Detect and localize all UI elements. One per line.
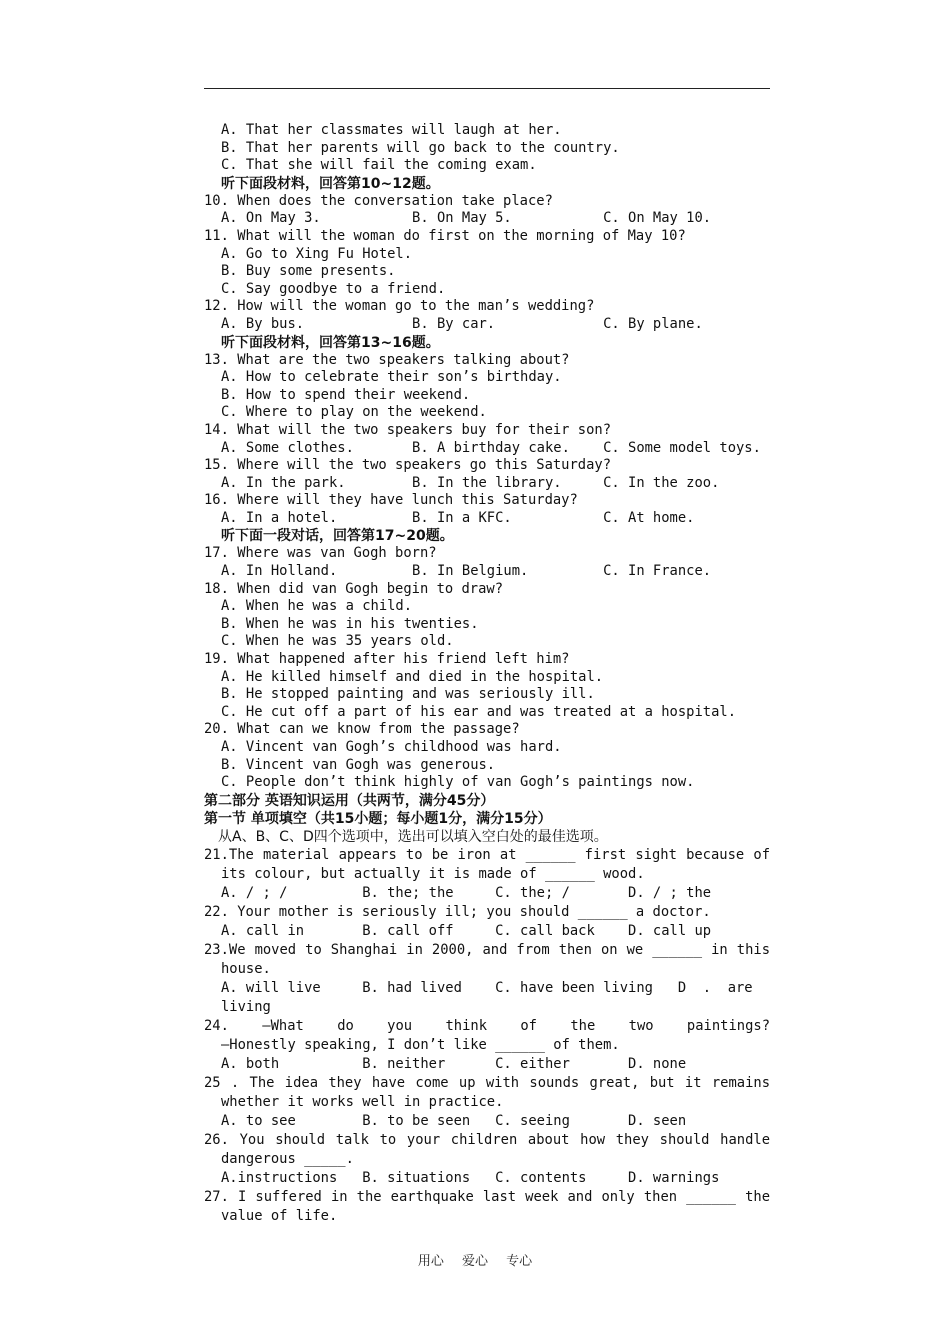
question-line: 20. What can we know from the passage? [204, 721, 520, 738]
question-item [204, 903, 770, 941]
answer-option-line: B. Vincent van Gogh was generous. [221, 756, 496, 773]
question-item [204, 1017, 770, 1074]
section-instruction: 听下面段材料，回答第10~12题。 [221, 175, 440, 192]
question-line: 14. What will the two speakers buy for their son? [204, 421, 612, 438]
question-text: 24. —What do you think of the two paintings? [204, 1017, 770, 1034]
question-text: whether it works well in practice. [221, 1093, 504, 1110]
question-item [204, 941, 770, 1017]
answer-option-line: A. How to celebrate their son’s birthday. [221, 369, 562, 386]
answer-option-line: C. Say goodbye to a friend. [221, 280, 446, 297]
answer-option-line: C. Where to play on the weekend. [221, 404, 487, 421]
answer-option-line: B. That her parents will go back to the country. [221, 139, 620, 156]
question-item [204, 1188, 770, 1226]
question-text: dangerous _____. [221, 1150, 354, 1167]
answer-option-line: A. He killed himself and died in the hospital. [221, 668, 604, 685]
question-text: house. [221, 960, 271, 977]
answer-option-line: A. In the park. B. In the library. C. In the zoo. [221, 474, 720, 491]
question-line: 17. Where was van Gogh born? [204, 545, 437, 562]
multiple-choice-section [204, 846, 770, 1226]
question-line: 16. Where will they have lunch this Saturday? [204, 492, 578, 509]
instruction-text: 从A、B、C、D四个选项中，选出可以填入空白处的最佳选项。 [218, 828, 608, 845]
header-rule [204, 88, 770, 89]
answer-option-line: C. People don’t think highly of van Gogh’s paintings now. [221, 774, 695, 791]
answer-options: A. to see B. to be seen C. seeing D. seen [221, 1112, 687, 1129]
question-text: 21.The material appears to be iron at ______ first sight because of [204, 846, 770, 863]
question-text: —Honestly speaking, I don’t like ______ of them. [221, 1036, 620, 1053]
exam-page-content [204, 122, 770, 1226]
answer-option-line: A. By bus. B. By car. C. By plane. [221, 315, 703, 332]
answer-option-line: A. On May 3. B. On May 5. C. On May 10. [221, 210, 712, 227]
question-text: 23.We moved to Shanghai in 2000, and from then on we ______ in this [204, 941, 770, 958]
question-item [204, 846, 770, 903]
question-line: 12. How will the woman go to the man’s wedding? [204, 298, 595, 315]
answer-option-line: C. He cut off a part of his ear and was treated at a hospital. [221, 703, 736, 720]
answer-options: A. both B. neither C. either D. none [221, 1055, 687, 1072]
question-line: 19. What happened after his friend left him? [204, 651, 570, 668]
answer-options: A. call in B. call off C. call back D. call up [221, 922, 712, 939]
answer-option-line: A. Vincent van Gogh’s childhood was hard. [221, 739, 562, 755]
question-line: 10. When does the conversation take place? [204, 192, 553, 209]
answer-option-line: A. In Holland. B. In Belgium. C. In France. [221, 563, 712, 580]
answer-option-line: A. That her classmates will laugh at her. [221, 122, 562, 138]
question-text: 26. You should talk to your children about how they should handle [204, 1131, 770, 1148]
question-text: its colour, but actually it is made of ______ wood. [221, 865, 645, 882]
question-item [204, 1074, 770, 1131]
question-text: 27. I suffered in the earthquake last week and only then ______ the [204, 1188, 770, 1205]
answer-option-line: A. Go to Xing Fu Hotel. [221, 245, 413, 262]
answer-options-continued: living [221, 998, 271, 1015]
section1-title: 第一节 单项填空（共15小题；每小题1分，满分15分） [204, 810, 552, 827]
question-text: value of life. [221, 1207, 338, 1224]
question-item [204, 1131, 770, 1188]
answer-option-line: A. When he was a child. [221, 598, 413, 615]
answer-option-line: A. In a hotel. B. In a KFC. C. At home. [221, 509, 695, 526]
part2-title: 第二部分 英语知识运用（共两节，满分45分） [204, 792, 495, 809]
answer-options: A. will live B. had lived C. have been living D . are [221, 979, 753, 996]
section-instruction: 听下面段材料，回答第13~16题。 [221, 334, 440, 351]
answer-options: A.instructions B. situations C. contents D. warnings [221, 1169, 720, 1186]
answer-option-line: C. When he was 35 years old. [221, 633, 454, 650]
question-text: 22. Your mother is seriously ill; you should ______ a doctor. [204, 903, 711, 920]
answer-option-line: C. That she will fail the coming exam. [221, 157, 537, 174]
page-footer: 用心 爱心 专心 [417, 1254, 533, 1269]
question-line: 18. When did van Gogh begin to draw? [204, 580, 504, 597]
question-line: 13. What are the two speakers talking about? [204, 351, 570, 368]
answer-option-line: B. Buy some presents. [221, 263, 396, 280]
question-text: 25 . The idea they have come up with sounds great, but it remains [204, 1074, 770, 1091]
answer-option-line: B. How to spend their weekend. [221, 386, 471, 403]
answer-option-line: B. When he was in his twenties. [221, 615, 479, 632]
answer-option-line: A. Some clothes. B. A birthday cake. C. Some model toys. [221, 439, 761, 456]
question-line: 15. Where will the two speakers go this Saturday? [204, 457, 612, 474]
question-line: 11. What will the woman do first on the morning of May 10? [204, 227, 686, 244]
answer-option-line: B. He stopped painting and was seriously ill. [221, 686, 595, 703]
section-instruction: 听下面一段对话，回答第17~20题。 [221, 528, 454, 545]
answer-options: A. / ; / B. the; the C. the; / D. / ; the [221, 884, 712, 901]
listening-section [204, 122, 770, 792]
